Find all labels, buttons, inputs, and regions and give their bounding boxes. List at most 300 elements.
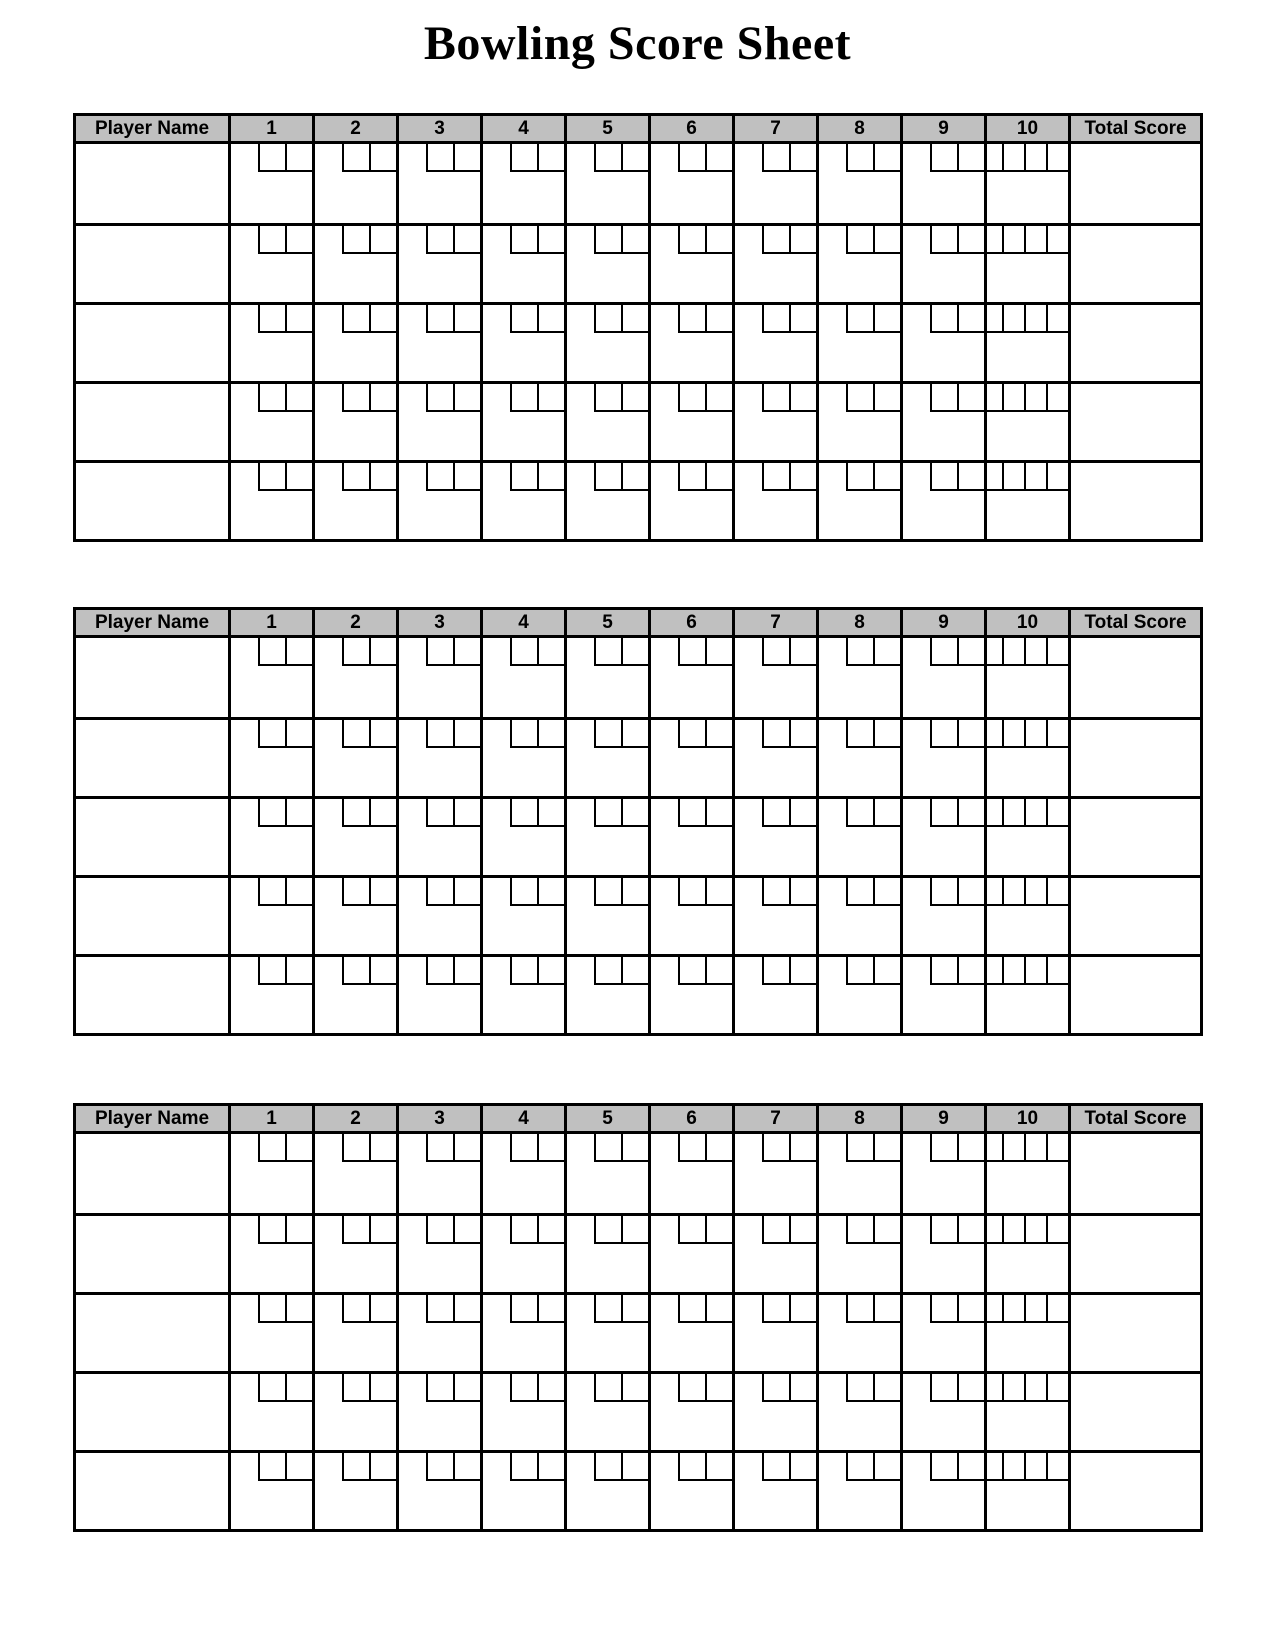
throw-box-1[interactable] [762,463,789,491]
total-score-cell[interactable] [1071,1374,1200,1450]
player-name-cell[interactable] [76,144,231,223]
throw-box-2[interactable] [537,1374,564,1402]
frame-cell-5[interactable] [567,463,651,539]
throw-box-2[interactable] [873,1134,900,1162]
player-name-cell[interactable] [76,1295,231,1371]
frame-cell-8[interactable] [819,305,903,381]
throw-box-2[interactable] [1024,1453,1046,1481]
player-name-cell[interactable] [76,226,231,302]
throw-box-3[interactable] [1046,1453,1068,1481]
throw-box-2[interactable] [705,1374,732,1402]
throw-box-1[interactable] [342,226,369,254]
throw-box-1[interactable] [510,384,537,412]
throw-box-1[interactable] [1002,878,1024,906]
throw-box-2[interactable] [453,720,480,748]
throw-box-2[interactable] [621,638,648,666]
throw-box-1[interactable] [594,720,621,748]
throw-box-1[interactable] [258,144,285,172]
frame-cell-9[interactable] [903,957,987,1033]
throw-box-2[interactable] [789,463,816,491]
throw-box-1[interactable] [846,638,873,666]
frame-cell-8[interactable] [819,1134,903,1213]
throw-box-1[interactable] [258,305,285,333]
throw-box-2[interactable] [705,720,732,748]
throw-box-2[interactable] [1024,638,1046,666]
throw-box-2[interactable] [957,1374,984,1402]
throw-box-2[interactable] [789,384,816,412]
frame-cell-3[interactable] [399,384,483,460]
throw-box-2[interactable] [705,1453,732,1481]
frame-cell-10[interactable] [987,144,1071,223]
throw-box-2[interactable] [789,720,816,748]
frame-cell-8[interactable] [819,384,903,460]
throw-box-2[interactable] [705,384,732,412]
frame-cell-3[interactable] [399,1134,483,1213]
throw-box-1[interactable] [342,1295,369,1323]
frame-cell-4[interactable] [483,1295,567,1371]
frame-cell-4[interactable] [483,1216,567,1292]
total-score-cell[interactable] [1071,226,1200,302]
throw-box-1[interactable] [426,144,453,172]
throw-box-2[interactable] [285,1453,312,1481]
throw-box-2[interactable] [789,957,816,985]
throw-box-1[interactable] [510,957,537,985]
throw-box-1[interactable] [594,1453,621,1481]
throw-box-3[interactable] [1046,799,1068,827]
frame-cell-9[interactable] [903,144,987,223]
player-name-cell[interactable] [76,305,231,381]
frame-cell-10[interactable] [987,878,1071,954]
throw-box-2[interactable] [621,463,648,491]
frame-cell-3[interactable] [399,799,483,875]
frame-cell-4[interactable] [483,305,567,381]
frame-cell-4[interactable] [483,144,567,223]
throw-box-2[interactable] [1024,463,1046,491]
player-name-cell[interactable] [76,878,231,954]
throw-box-1[interactable] [426,463,453,491]
frame-cell-4[interactable] [483,957,567,1033]
frame-cell-3[interactable] [399,305,483,381]
throw-box-2[interactable] [789,226,816,254]
total-score-cell[interactable] [1071,799,1200,875]
frame-cell-1[interactable] [231,463,315,539]
throw-box-2[interactable] [873,638,900,666]
throw-box-2[interactable] [789,638,816,666]
frame-cell-5[interactable] [567,799,651,875]
throw-box-2[interactable] [537,957,564,985]
throw-box-2[interactable] [285,799,312,827]
frame-cell-3[interactable] [399,144,483,223]
throw-box-2[interactable] [789,878,816,906]
throw-box-1[interactable] [762,144,789,172]
throw-box-1[interactable] [678,1134,705,1162]
frame-cell-3[interactable] [399,1453,483,1529]
player-name-cell[interactable] [76,638,231,717]
frame-cell-4[interactable] [483,1374,567,1450]
throw-box-2[interactable] [285,878,312,906]
throw-box-3[interactable] [1046,226,1068,254]
throw-box-1[interactable] [426,226,453,254]
frame-cell-3[interactable] [399,1295,483,1371]
throw-box-1[interactable] [594,799,621,827]
throw-box-2[interactable] [705,799,732,827]
throw-box-1[interactable] [930,1295,957,1323]
frame-cell-10[interactable] [987,1374,1071,1450]
frame-cell-6[interactable] [651,1134,735,1213]
throw-box-1[interactable] [510,305,537,333]
frame-cell-6[interactable] [651,226,735,302]
throw-box-1[interactable] [342,1453,369,1481]
throw-box-2[interactable] [789,1134,816,1162]
total-score-cell[interactable] [1071,1453,1200,1529]
throw-box-1[interactable] [510,799,537,827]
throw-box-1[interactable] [678,144,705,172]
throw-box-2[interactable] [285,1134,312,1162]
throw-box-2[interactable] [621,144,648,172]
throw-box-1[interactable] [846,226,873,254]
throw-box-1[interactable] [762,1216,789,1244]
player-name-cell[interactable] [76,957,231,1033]
throw-box-2[interactable] [537,1134,564,1162]
frame-cell-9[interactable] [903,226,987,302]
throw-box-2[interactable] [705,957,732,985]
throw-box-1[interactable] [846,305,873,333]
throw-box-2[interactable] [621,305,648,333]
throw-box-1[interactable] [678,638,705,666]
throw-box-1[interactable] [846,463,873,491]
throw-box-2[interactable] [705,305,732,333]
throw-box-2[interactable] [369,1453,396,1481]
throw-box-2[interactable] [453,226,480,254]
frame-cell-1[interactable] [231,1374,315,1450]
throw-box-1[interactable] [762,1134,789,1162]
frame-cell-9[interactable] [903,384,987,460]
throw-box-1[interactable] [342,384,369,412]
throw-box-2[interactable] [957,305,984,333]
frame-cell-3[interactable] [399,1374,483,1450]
frame-cell-8[interactable] [819,463,903,539]
throw-box-1[interactable] [426,1216,453,1244]
frame-cell-8[interactable] [819,144,903,223]
frame-cell-1[interactable] [231,957,315,1033]
throw-box-1[interactable] [762,799,789,827]
throw-box-2[interactable] [1024,1374,1046,1402]
frame-cell-3[interactable] [399,463,483,539]
player-name-cell[interactable] [76,463,231,539]
frame-cell-1[interactable] [231,1453,315,1529]
throw-box-2[interactable] [369,305,396,333]
throw-box-1[interactable] [678,957,705,985]
frame-cell-5[interactable] [567,144,651,223]
throw-box-2[interactable] [369,878,396,906]
total-score-cell[interactable] [1071,463,1200,539]
frame-cell-5[interactable] [567,720,651,796]
frame-cell-2[interactable] [315,144,399,223]
throw-box-2[interactable] [1024,720,1046,748]
player-name-cell[interactable] [76,799,231,875]
throw-box-1[interactable] [1002,305,1024,333]
throw-box-1[interactable] [426,720,453,748]
throw-box-1[interactable] [762,638,789,666]
throw-box-2[interactable] [705,878,732,906]
throw-box-2[interactable] [453,878,480,906]
throw-box-2[interactable] [957,1216,984,1244]
throw-box-2[interactable] [957,144,984,172]
throw-box-1[interactable] [762,226,789,254]
throw-box-2[interactable] [957,957,984,985]
frame-cell-5[interactable] [567,1216,651,1292]
throw-box-3[interactable] [1046,1295,1068,1323]
throw-box-1[interactable] [342,463,369,491]
frame-cell-7[interactable] [735,226,819,302]
throw-box-2[interactable] [285,305,312,333]
throw-box-1[interactable] [846,878,873,906]
throw-box-2[interactable] [453,1134,480,1162]
throw-box-1[interactable] [930,720,957,748]
throw-box-1[interactable] [342,799,369,827]
frame-cell-2[interactable] [315,878,399,954]
throw-box-3[interactable] [1046,638,1068,666]
frame-cell-10[interactable] [987,720,1071,796]
throw-box-1[interactable] [510,1453,537,1481]
throw-box-1[interactable] [930,638,957,666]
throw-box-2[interactable] [1024,799,1046,827]
frame-cell-3[interactable] [399,638,483,717]
throw-box-1[interactable] [846,384,873,412]
throw-box-1[interactable] [930,144,957,172]
throw-box-3[interactable] [1046,305,1068,333]
throw-box-1[interactable] [930,1453,957,1481]
throw-box-2[interactable] [873,957,900,985]
throw-box-1[interactable] [594,463,621,491]
throw-box-2[interactable] [285,638,312,666]
throw-box-2[interactable] [957,463,984,491]
throw-box-1[interactable] [1002,1134,1024,1162]
throw-box-2[interactable] [285,384,312,412]
frame-cell-5[interactable] [567,1295,651,1371]
throw-box-2[interactable] [369,1216,396,1244]
frame-cell-4[interactable] [483,1453,567,1529]
throw-box-2[interactable] [537,1216,564,1244]
frame-cell-8[interactable] [819,878,903,954]
throw-box-2[interactable] [621,1374,648,1402]
throw-box-2[interactable] [369,144,396,172]
throw-box-2[interactable] [1024,305,1046,333]
throw-box-3[interactable] [1046,1134,1068,1162]
frame-cell-2[interactable] [315,1216,399,1292]
total-score-cell[interactable] [1071,720,1200,796]
throw-box-2[interactable] [873,226,900,254]
throw-box-2[interactable] [621,1134,648,1162]
throw-box-1[interactable] [1002,1453,1024,1481]
frame-cell-2[interactable] [315,957,399,1033]
throw-box-2[interactable] [369,1295,396,1323]
throw-box-2[interactable] [285,144,312,172]
throw-box-1[interactable] [846,144,873,172]
throw-box-2[interactable] [789,144,816,172]
throw-box-2[interactable] [705,638,732,666]
throw-box-1[interactable] [426,1453,453,1481]
player-name-cell[interactable] [76,720,231,796]
throw-box-2[interactable] [453,957,480,985]
throw-box-1[interactable] [258,1295,285,1323]
throw-box-2[interactable] [1024,1134,1046,1162]
frame-cell-9[interactable] [903,1134,987,1213]
frame-cell-5[interactable] [567,226,651,302]
frame-cell-8[interactable] [819,1295,903,1371]
throw-box-1[interactable] [678,1216,705,1244]
frame-cell-10[interactable] [987,384,1071,460]
frame-cell-1[interactable] [231,226,315,302]
frame-cell-10[interactable] [987,1295,1071,1371]
frame-cell-8[interactable] [819,226,903,302]
throw-box-2[interactable] [537,799,564,827]
throw-box-3[interactable] [1046,878,1068,906]
throw-box-2[interactable] [705,1295,732,1323]
throw-box-1[interactable] [846,799,873,827]
frame-cell-9[interactable] [903,1453,987,1529]
frame-cell-3[interactable] [399,957,483,1033]
frame-cell-4[interactable] [483,463,567,539]
frame-cell-5[interactable] [567,305,651,381]
throw-box-2[interactable] [621,384,648,412]
throw-box-2[interactable] [873,1216,900,1244]
frame-cell-6[interactable] [651,305,735,381]
throw-box-1[interactable] [258,384,285,412]
throw-box-1[interactable] [1002,1374,1024,1402]
throw-box-2[interactable] [369,957,396,985]
throw-box-2[interactable] [537,1295,564,1323]
frame-cell-9[interactable] [903,799,987,875]
throw-box-2[interactable] [621,1295,648,1323]
throw-box-1[interactable] [930,799,957,827]
frame-cell-4[interactable] [483,384,567,460]
throw-box-1[interactable] [678,1295,705,1323]
frame-cell-4[interactable] [483,1134,567,1213]
throw-box-2[interactable] [453,144,480,172]
frame-cell-5[interactable] [567,1374,651,1450]
throw-box-1[interactable] [846,957,873,985]
throw-box-1[interactable] [846,1216,873,1244]
frame-cell-9[interactable] [903,878,987,954]
throw-box-2[interactable] [957,226,984,254]
throw-box-2[interactable] [537,720,564,748]
throw-box-1[interactable] [426,1295,453,1323]
throw-box-1[interactable] [342,1374,369,1402]
frame-cell-2[interactable] [315,638,399,717]
frame-cell-10[interactable] [987,1453,1071,1529]
frame-cell-3[interactable] [399,720,483,796]
throw-box-1[interactable] [678,305,705,333]
throw-box-2[interactable] [705,463,732,491]
throw-box-1[interactable] [510,1295,537,1323]
throw-box-1[interactable] [426,1374,453,1402]
throw-box-2[interactable] [285,1216,312,1244]
frame-cell-6[interactable] [651,638,735,717]
total-score-cell[interactable] [1071,1295,1200,1371]
frame-cell-7[interactable] [735,638,819,717]
frame-cell-9[interactable] [903,720,987,796]
throw-box-1[interactable] [678,463,705,491]
throw-box-2[interactable] [1024,144,1046,172]
throw-box-1[interactable] [678,1374,705,1402]
frame-cell-1[interactable] [231,144,315,223]
throw-box-2[interactable] [873,144,900,172]
throw-box-1[interactable] [510,144,537,172]
frame-cell-1[interactable] [231,799,315,875]
throw-box-1[interactable] [1002,1216,1024,1244]
frame-cell-1[interactable] [231,305,315,381]
throw-box-1[interactable] [846,1295,873,1323]
throw-box-2[interactable] [789,799,816,827]
throw-box-1[interactable] [678,384,705,412]
throw-box-1[interactable] [258,1374,285,1402]
throw-box-1[interactable] [594,384,621,412]
throw-box-2[interactable] [957,1453,984,1481]
throw-box-2[interactable] [369,226,396,254]
player-name-cell[interactable] [76,1374,231,1450]
throw-box-1[interactable] [1002,638,1024,666]
throw-box-2[interactable] [873,305,900,333]
frame-cell-6[interactable] [651,463,735,539]
throw-box-1[interactable] [762,878,789,906]
throw-box-1[interactable] [594,878,621,906]
throw-box-2[interactable] [537,144,564,172]
throw-box-2[interactable] [369,384,396,412]
throw-box-1[interactable] [930,957,957,985]
throw-box-2[interactable] [957,638,984,666]
throw-box-1[interactable] [510,226,537,254]
throw-box-1[interactable] [846,1453,873,1481]
frame-cell-9[interactable] [903,1295,987,1371]
throw-box-2[interactable] [789,1216,816,1244]
throw-box-1[interactable] [594,144,621,172]
throw-box-1[interactable] [594,1216,621,1244]
throw-box-1[interactable] [1002,799,1024,827]
throw-box-2[interactable] [537,1453,564,1481]
throw-box-2[interactable] [369,1374,396,1402]
throw-box-2[interactable] [957,799,984,827]
throw-box-2[interactable] [537,878,564,906]
frame-cell-5[interactable] [567,384,651,460]
throw-box-2[interactable] [537,305,564,333]
total-score-cell[interactable] [1071,1216,1200,1292]
throw-box-1[interactable] [258,1453,285,1481]
throw-box-2[interactable] [285,720,312,748]
throw-box-1[interactable] [258,1134,285,1162]
throw-box-2[interactable] [1024,1295,1046,1323]
throw-box-2[interactable] [789,1453,816,1481]
throw-box-2[interactable] [705,1134,732,1162]
frame-cell-4[interactable] [483,638,567,717]
throw-box-1[interactable] [510,720,537,748]
throw-box-2[interactable] [873,1295,900,1323]
throw-box-1[interactable] [1002,144,1024,172]
frame-cell-1[interactable] [231,1216,315,1292]
frame-cell-9[interactable] [903,1216,987,1292]
throw-box-1[interactable] [258,720,285,748]
throw-box-2[interactable] [789,1295,816,1323]
throw-box-1[interactable] [1002,957,1024,985]
frame-cell-10[interactable] [987,799,1071,875]
frame-cell-5[interactable] [567,638,651,717]
throw-box-1[interactable] [258,638,285,666]
throw-box-1[interactable] [258,1216,285,1244]
throw-box-2[interactable] [537,638,564,666]
throw-box-1[interactable] [930,1216,957,1244]
throw-box-1[interactable] [762,384,789,412]
throw-box-1[interactable] [594,1374,621,1402]
